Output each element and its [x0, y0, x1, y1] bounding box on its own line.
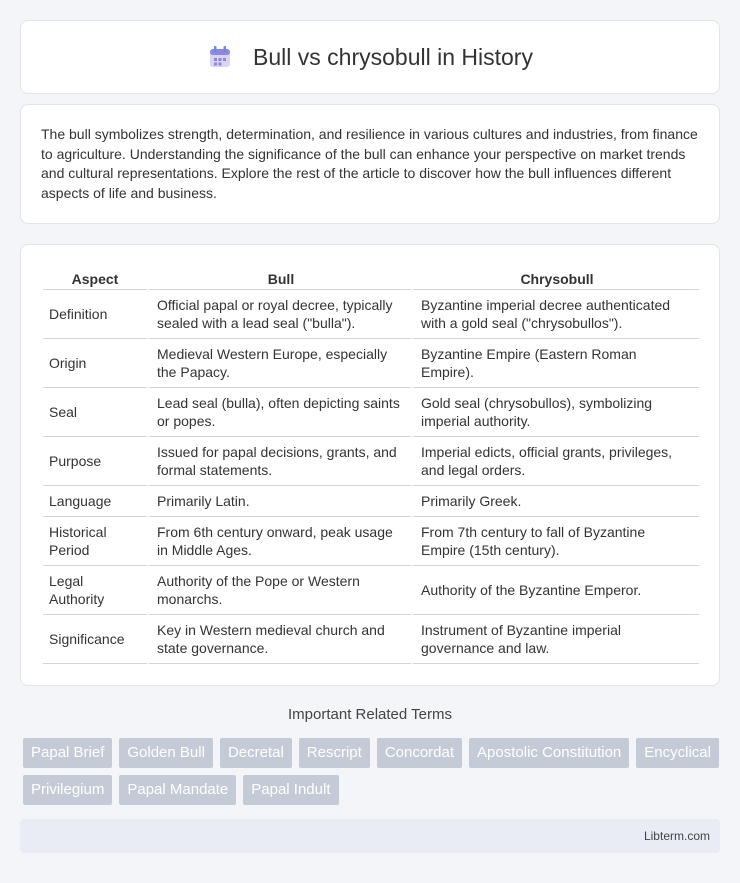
table-row	[43, 388, 699, 437]
tag-encyclical[interactable]: Encyclical	[636, 738, 719, 768]
cell-bull: Medieval Western Europe, especially the Papacy.	[147, 339, 411, 388]
table-row	[43, 486, 699, 517]
table-row	[43, 437, 699, 486]
related-terms-tags	[23, 738, 723, 805]
tag-golden-bull[interactable]: Golden Bull	[119, 738, 213, 768]
tag-papal-indult[interactable]: Papal Indult	[243, 775, 338, 805]
header-bull: Bull	[147, 265, 411, 290]
intro-card	[20, 104, 720, 224]
cell-aspect: Historical Period	[43, 517, 147, 566]
cell-aspect: Purpose	[43, 437, 147, 486]
cell-chrysobull: Authority of the Byzantine Emperor.	[411, 566, 699, 615]
cell-bull: From 6th century onward, peak usage in Middle Ages.	[147, 517, 411, 566]
cell-bull: Official papal or royal decree, typically sealed with a lead seal ("bulla").	[147, 290, 411, 339]
cell-aspect: Origin	[43, 339, 147, 388]
tag-apostolic-constitution[interactable]: Apostolic Constitution	[469, 738, 629, 768]
cell-chrysobull: From 7th century to fall of Byzantine Empire (15th century).	[411, 517, 699, 566]
cell-aspect: Definition	[43, 290, 147, 339]
cell-bull: Primarily Latin.	[147, 486, 411, 517]
tag-rescript[interactable]: Rescript	[299, 738, 370, 768]
cell-bull: Authority of the Pope or Western monarchs.	[147, 566, 411, 615]
table-row	[43, 517, 699, 566]
cell-chrysobull: Primarily Greek.	[411, 486, 699, 517]
comparison-card	[20, 244, 720, 686]
cell-chrysobull: Imperial edicts, official grants, privileges, and legal orders.	[411, 437, 699, 486]
tag-privilegium[interactable]: Privilegium	[23, 775, 112, 805]
header-aspect: Aspect	[43, 265, 147, 290]
calendar-icon	[207, 44, 233, 70]
cell-aspect: Significance	[43, 615, 147, 664]
related-terms-title: Important Related Terms	[288, 706, 452, 723]
tag-papal-brief[interactable]: Papal Brief	[23, 738, 112, 768]
cell-chrysobull: Byzantine imperial decree authenticated with a gold seal ("chrysobullos").	[411, 290, 699, 339]
cell-bull: Key in Western medieval church and state governance.	[147, 615, 411, 664]
comparison-table	[43, 265, 699, 664]
cell-chrysobull: Instrument of Byzantine imperial governance and law.	[411, 615, 699, 664]
table-header-row	[43, 265, 699, 290]
tag-concordat[interactable]: Concordat	[377, 738, 462, 768]
cell-chrysobull: Gold seal (chrysobullos), symbolizing imperial authority.	[411, 388, 699, 437]
cell-bull: Issued for papal decisions, grants, and formal statements.	[147, 437, 411, 486]
table-row	[43, 615, 699, 664]
cell-aspect: Language	[43, 486, 147, 517]
table-row	[43, 290, 699, 339]
cell-aspect: Legal Authority	[43, 566, 147, 615]
tag-decretal[interactable]: Decretal	[220, 738, 292, 768]
cell-chrysobull: Byzantine Empire (Eastern Roman Empire).	[411, 339, 699, 388]
footer	[20, 819, 720, 853]
intro-text: The bull symbolizes strength, determination, and resilience in various cultures and industries, from finance to agriculture. Understanding the significance of the bull can enhance your perspective on market trends and cultural representations. Explore the rest of the article to discover how the bull influences different aspects of life and business.	[41, 126, 698, 201]
header-chrysobull: Chrysobull	[411, 265, 699, 290]
tag-papal-mandate[interactable]: Papal Mandate	[119, 775, 236, 805]
table-row	[43, 339, 699, 388]
cell-bull: Lead seal (bulla), often depicting saints or popes.	[147, 388, 411, 437]
table-row	[43, 566, 699, 615]
cell-aspect: Seal	[43, 388, 147, 437]
footer-site-link[interactable]: Libterm.com	[643, 829, 710, 843]
title-card	[20, 20, 720, 94]
page-title: Bull vs chrysobull in History	[253, 43, 533, 70]
